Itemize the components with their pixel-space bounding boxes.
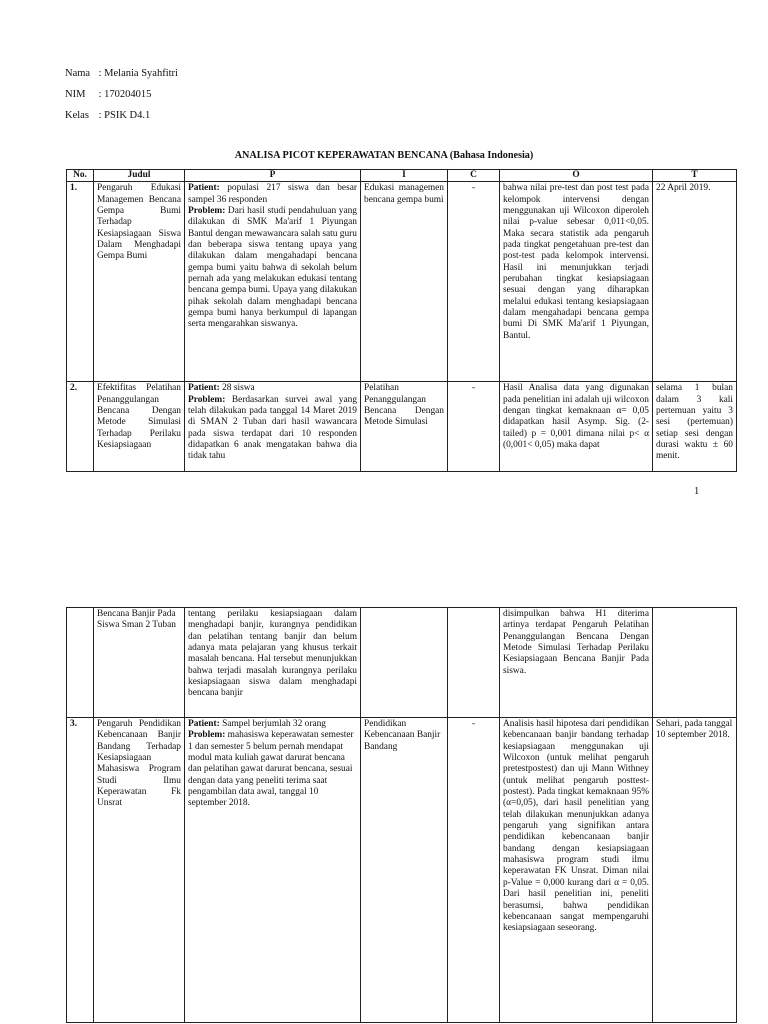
nama-value: : Melania Syahfitri bbox=[98, 68, 178, 79]
kelas-row bbox=[65, 109, 150, 122]
table-row bbox=[67, 382, 737, 472]
table-header-row bbox=[67, 170, 737, 182]
row-c: - bbox=[448, 182, 500, 382]
table-row bbox=[67, 182, 737, 382]
nim-value: : 170204015 bbox=[98, 89, 152, 100]
row-c-empty bbox=[448, 608, 500, 718]
row-judul: Bencana Banjir Pada Siswa Sman 2 Tuban bbox=[94, 608, 185, 718]
document-title: ANALISA PICOT KEPERAWATAN BENCANA (Bahasa Indonesia) bbox=[234, 150, 534, 161]
kelas-value: : PSIK D4.1 bbox=[98, 110, 151, 121]
row-t: 22 April 2019. bbox=[653, 182, 737, 382]
row-p bbox=[185, 718, 361, 1023]
problem-text: mahasiswa keperawatan semester 1 dan semester 5 belum pernah mendapat modul mata kuliah gawat darurat bencana dan pelatihan gawat darurat bencana, sesuai dengan data yang peneliti terima saat pengambilan data awal, tanggal 10 september 2018. bbox=[188, 730, 354, 809]
picot-table bbox=[66, 169, 737, 472]
problem-text: Dari hasil studi pendahuluan yang dilakukan di SMK Ma'arif 1 Piyungan Bantul dengan mewawancara salah satu guru dan beberapa siswa tentang upaya yang dilakukan dalam mengahadapi bencana gempa bumi yaitu bahwa di sekolah belum pernah ada yang melakukan edukasi tentang bencana gempa bumi. Upaya yang dilakukan pihak sekolah dalam menghadapi bencana gempa bumi hanya berkumpul di lapangan serta mengarahkan siswanya. bbox=[188, 206, 357, 330]
row-o: disimpulkan bahwa H1 diterima artinya terdapat Pengaruh Pelatihan Penanggulangan Bencana Dengan Metode Simulasi Terhadap Perilaku Kesiapsiagaan Bencana Banjir Pada siswa. bbox=[500, 608, 653, 718]
problem-text: Berdasarkan survei awal yang telah dilakukan pada tanggal 14 Maret 2019 di SMAN 2 Tuban dari hasil wawancara pada siswa terdapat dari 10 responden didapatkan 6 anak mengatakan bahwa dia tidak tahu bbox=[188, 394, 358, 462]
patient-label: Patient: bbox=[188, 719, 220, 729]
row-number: 3. bbox=[67, 718, 94, 1023]
patient-text: populasi 217 siswa dan besar sampel 36 responden bbox=[188, 183, 357, 205]
row-o: Hasil Analisa data yang digunakan pada penelitian ini adalah uji wilcoxon dengan tingkat kemaknaan α= 0,05 didapatkan hasil Asymp. Sig. (2-tailed) p = 0,001 dimana nilai p< α (0,001< 0,05) maka dapat bbox=[500, 382, 653, 472]
table-row bbox=[67, 718, 737, 1023]
row-p bbox=[185, 382, 361, 472]
row-c: - bbox=[448, 382, 500, 472]
table-row bbox=[67, 608, 737, 718]
nim-label: NIM bbox=[65, 89, 86, 100]
row-c: - bbox=[448, 718, 500, 1023]
row-o: bahwa nilai pre-test dan post test pada kelompok intervensi dengan menggunakan uji Wilcoxon diperoleh nilai p-value sebesar 0,011<0,05. Maka secara statistik ada pengaruh pada tingkat pengetahuan pre-test dan post-test pada kelompok intervensi. Hasil ini menunjukkan terjadi perubahan tingkat kesiapsiagaan sesuai dengan yang diharapkan melalui edukasi tentang kesiapsiagaan dalam mengahadapi bencana gempa bumi Di SMK Ma'arif 1 Piyungan, Bantul. bbox=[500, 182, 653, 382]
col-header-t: T bbox=[653, 170, 737, 182]
nama-label: Nama bbox=[65, 68, 91, 79]
patient-label: Patient: bbox=[188, 183, 220, 194]
document-page-2 bbox=[0, 595, 768, 1024]
nama-row bbox=[65, 67, 178, 80]
col-header-c: C bbox=[448, 170, 500, 182]
row-judul: Efektifitas Pelatihan Penanggulangan Bencana Dengan Metode Simulasi Terhadap Perilaku Kesiapsiagaan bbox=[94, 382, 185, 472]
row-t: Sehari, pada tanggal 10 september 2018. bbox=[653, 718, 737, 1023]
row-number: 1. bbox=[67, 182, 94, 382]
patient-label: Patient: bbox=[188, 383, 220, 394]
row-i: Pelatihan Penanggulangan Bencana Dengan Metode Simulasi bbox=[361, 382, 448, 472]
col-header-p: P bbox=[185, 170, 361, 182]
problem-label: Problem: bbox=[188, 730, 226, 741]
row-i: Edukasi managemen bencana gempa bumi bbox=[361, 182, 448, 382]
col-header-no: No. bbox=[67, 170, 94, 182]
nim-row bbox=[65, 88, 151, 101]
page-number: 1 bbox=[694, 486, 700, 497]
row-t: selama 1 bulan dalam 3 kali pertemuan yaitu 3 sesi (pertemuan) setiap sesi dengan durasi waktu ± 60 menit. bbox=[653, 382, 737, 472]
problem-label: Problem: bbox=[188, 206, 226, 217]
problem-label: Problem: bbox=[188, 394, 226, 405]
row-number: 2. bbox=[67, 382, 94, 472]
patient-text: 28 siswa bbox=[222, 383, 255, 394]
col-header-o: O bbox=[500, 170, 653, 182]
row-judul: Pengaruh Edukasi Managemen Bencana Gempa Bumi Terhadap Kesiapsiagaan Siswa Dalam Menghadapi Gempa Bumi bbox=[94, 182, 185, 382]
row-o: Analisis hasil hipotesa dari pendidikan kebencanaan banjir bandang terhadap kesiapsiagaan menggunakan uji Wilcoxon (untuk melihat pengaruh pretestpostest) dan uji Mann Withney (untuk melihat pengaruh posttest-postest). Pada tingkat kemaknaan 95%(α=0,05), dari hasil penelitian yang telah dilakukan menunjukkan adanya pengaruh yang signifikan antara pendidikan kebencanaan banjir bandang dengan kesiapsiagaan mahasiswa program studi ilmu keperawatan FK Unsrat. Diman nilai p-Value = 0,000 kurang dari α = 0,05. Dari hasil penelitian ini, peneliti berasumsi, bahwa pendidikan kebencanaan sangat mempengaruhi kesiapsiagaan seseorang. bbox=[500, 718, 653, 1023]
kelas-label: Kelas bbox=[65, 110, 89, 121]
row-p: tentang perilaku kesiapsiagaan dalam menghadapi banjir, kurangnya pendidikan dan pelatihan tentang banjir dan belum adanya mata pelajaran yang khusus terkait masalah bencana. Hal tersebut menunjukkan bahwa terjadi masalah kurangnya perilaku kesiapsiagaan siswa dalam menghadapi bencana banjir bbox=[185, 608, 361, 718]
row-p bbox=[185, 182, 361, 382]
row-i-empty bbox=[361, 608, 448, 718]
row-number-empty bbox=[67, 608, 94, 718]
col-header-i: I bbox=[361, 170, 448, 182]
row-i: Pendidikan Kebencanaan Banjir Bandang bbox=[361, 718, 448, 1023]
row-judul: Pengaruh Pendidikan Kebencanaan Banjir Bandang Terhadap Kesiapsiagaan Mahasiswa Program Studi Ilmu Keperawatan Fk Unsrat bbox=[94, 718, 185, 1023]
patient-text: Sampel berjumlah 32 orang bbox=[222, 719, 326, 729]
page-gap bbox=[0, 545, 768, 595]
row-t-empty bbox=[653, 608, 737, 718]
col-header-judul: Judul bbox=[94, 170, 185, 182]
picot-table-continued bbox=[66, 607, 737, 1023]
